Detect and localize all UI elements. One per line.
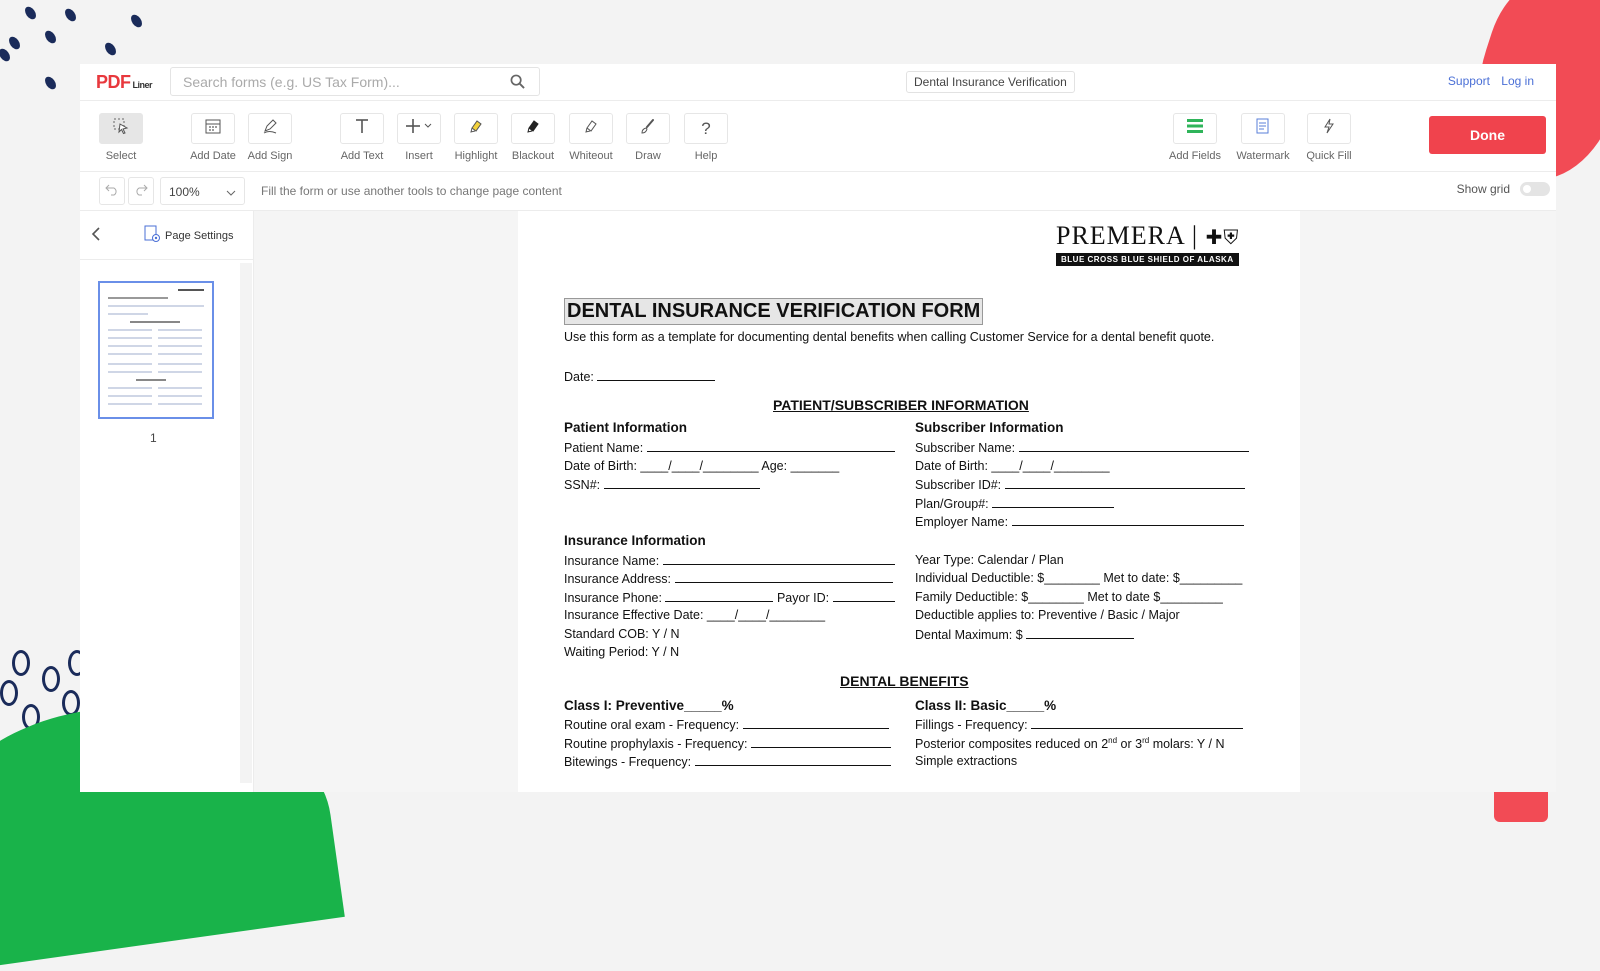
secondary-toolbar [80, 172, 1556, 211]
page-settings-button[interactable]: Page Settings [144, 225, 234, 246]
deductible-applies-field[interactable]: Deductible applies to: Preventive / Basic / Major [915, 608, 1180, 622]
insurance-name-field[interactable]: Insurance Name: [564, 553, 895, 568]
eraser-icon [582, 117, 600, 140]
ssn-field[interactable]: SSN#: [564, 477, 760, 492]
patient-dob-field[interactable]: Date of Birth: ____/____/________ Age: _______ [564, 459, 840, 473]
draw-tool[interactable]: Draw [618, 113, 678, 162]
family-deductible-field[interactable]: Family Deductible: $________ Met to date $_________ [915, 590, 1223, 604]
top-links [1440, 74, 1534, 88]
prophylaxis-field[interactable]: Routine prophylaxis - Frequency: [564, 736, 891, 751]
toggle-switch[interactable] [1520, 182, 1550, 196]
chevron-left-icon[interactable] [90, 226, 102, 247]
subscriber-id-field[interactable]: Subscriber ID#: [915, 477, 1245, 492]
chevron-down-icon [226, 186, 236, 200]
subscriber-info-heading: Subscriber Information [915, 420, 1064, 435]
pdf-editor-window [80, 64, 1556, 792]
watermark-icon [1254, 117, 1272, 140]
select-tool[interactable]: Select [91, 113, 151, 162]
calendar-icon [204, 117, 222, 140]
sidebar-header [80, 211, 253, 260]
search-box [170, 67, 540, 96]
quick-fill-tool[interactable]: Quick Fill [1299, 113, 1359, 162]
add-fields-tool[interactable]: Add Fields [1165, 113, 1225, 162]
plan-group-field[interactable]: Plan/Group#: [915, 496, 1114, 511]
intro-text: Use this form as a template for documenting dental benefits when calling Customer Service for a dental benefit quote. [564, 330, 1215, 344]
page-number: 1 [150, 431, 157, 445]
premera-logo: PREMERA | ✚⛨ BLUE CROSS BLUE SHIELD OF ALASKA [1056, 221, 1240, 264]
bolt-icon [1320, 117, 1338, 140]
search-icon[interactable] [510, 74, 525, 94]
highlighter-icon [467, 117, 485, 140]
page-settings-icon [144, 225, 161, 246]
class1-preventive-heading[interactable]: Class I: Preventive_____% [564, 698, 734, 713]
highlight-tool[interactable]: Highlight [446, 113, 506, 162]
done-button[interactable]: Done [1429, 116, 1546, 154]
login-link[interactable]: Log in [1501, 74, 1534, 88]
undo-button[interactable] [99, 177, 125, 205]
waiting-period-field[interactable]: Waiting Period: Y / N [564, 645, 680, 659]
patient-info-heading: Patient Information [564, 420, 688, 435]
patient-name-field[interactable]: Patient Name: [564, 440, 895, 455]
subscriber-name-field[interactable]: Subscriber Name: [915, 440, 1249, 455]
cursor-select-icon [112, 117, 130, 140]
brush-icon [639, 117, 657, 140]
blackout-icon [524, 117, 542, 140]
whiteout-tool[interactable]: Whiteout [561, 113, 621, 162]
undo-icon [105, 182, 119, 201]
add-text-tool[interactable]: Add Text [332, 113, 392, 162]
show-grid-toggle[interactable]: Show grid [1457, 182, 1550, 196]
subscriber-dob-field[interactable]: Date of Birth: ____/____/________ [915, 459, 1110, 473]
watermark-tool[interactable]: Watermark [1233, 113, 1293, 162]
pen-sign-icon [261, 117, 279, 140]
add-sign-tool[interactable]: Add Sign [240, 113, 300, 162]
page-thumbnail[interactable] [98, 281, 214, 419]
document-title[interactable]: Dental Insurance Verification [906, 71, 1075, 93]
sidebar-scrollbar[interactable] [240, 263, 252, 783]
main-toolbar [80, 101, 1556, 172]
question-icon: ? [701, 118, 711, 138]
bitewings-field[interactable]: Bitewings - Frequency: [564, 754, 891, 769]
section-patient-subscriber: PATIENT/SUBSCRIBER INFORMATION [773, 397, 1029, 413]
search-input[interactable] [181, 68, 505, 96]
insurance-phone-field[interactable]: Insurance Phone: Payor ID: [564, 590, 895, 605]
employer-name-field[interactable]: Employer Name: [915, 514, 1244, 529]
support-link[interactable]: Support [1447, 74, 1490, 88]
cross-shield-icon: ✚⛨ [1205, 227, 1240, 249]
top-bar [80, 64, 1556, 101]
standard-cob-field[interactable]: Standard COB: Y / N [564, 627, 680, 641]
zoom-select[interactable]: 100% [160, 177, 245, 205]
individual-deductible-field[interactable]: Individual Deductible: $________ Met to date: $_________ [915, 571, 1243, 585]
hint-text: Fill the form or use another tools to change page content [261, 184, 562, 198]
year-type-field[interactable]: Year Type: Calendar / Plan [915, 553, 1064, 567]
simple-extractions-field[interactable]: Simple extractions [915, 754, 1018, 768]
pdfliner-logo[interactable]: PDF Liner [96, 72, 153, 92]
pdf-page[interactable] [518, 211, 1300, 792]
insurance-effective-date-field[interactable]: Insurance Effective Date: ____/____/________ [564, 608, 826, 622]
insert-tool[interactable]: Insert [389, 113, 449, 162]
date-field[interactable]: Date: [564, 369, 715, 384]
fields-icon [1185, 117, 1205, 140]
document-canvas [254, 211, 1556, 792]
section-dental-benefits: DENTAL BENEFITS [840, 673, 969, 689]
blackout-tool[interactable]: Blackout [503, 113, 563, 162]
redo-icon [134, 182, 148, 201]
add-date-tool[interactable]: Add Date [183, 113, 243, 162]
class2-basic-heading[interactable]: Class II: Basic_____% [915, 698, 1057, 713]
pages-sidebar [80, 211, 254, 792]
oral-exam-field[interactable]: Routine oral exam - Frequency: [564, 717, 889, 732]
posterior-composites-field[interactable]: Posterior composites reduced on 2nd or 3rd molars: Y / N [915, 736, 1225, 752]
insurance-address-field[interactable]: Insurance Address: [564, 571, 893, 586]
dental-maximum-field[interactable]: Dental Maximum: $ [915, 627, 1134, 642]
redo-button[interactable] [128, 177, 154, 205]
help-tool[interactable]: ? Help [676, 113, 736, 162]
form-title[interactable]: DENTAL INSURANCE VERIFICATION FORM [564, 298, 983, 325]
text-icon [353, 117, 371, 140]
fillings-field[interactable]: Fillings - Frequency: [915, 717, 1243, 732]
insurance-info-heading: Insurance Information [564, 533, 706, 548]
plus-icon [405, 117, 433, 140]
